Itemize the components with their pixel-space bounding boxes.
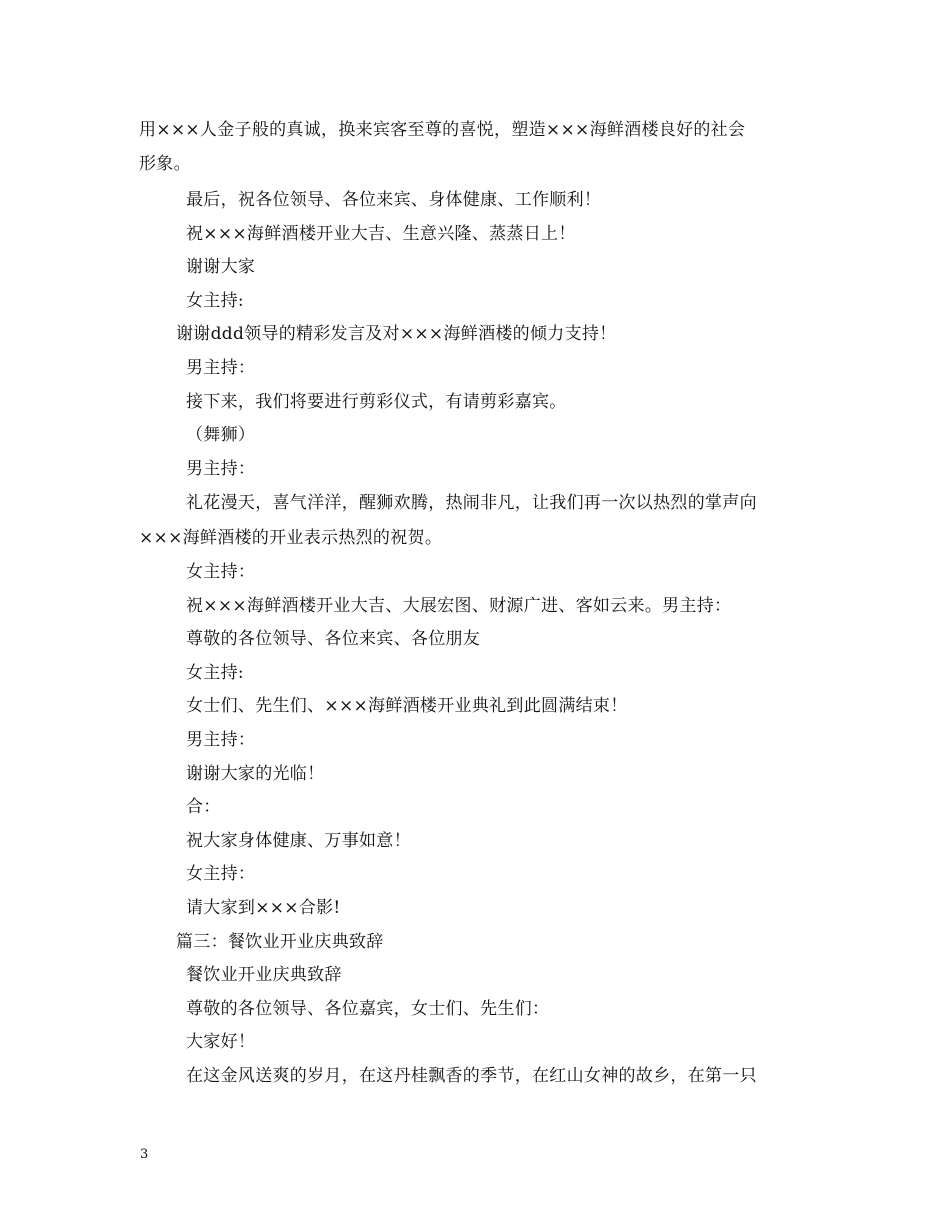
text-line: 最后，祝各位领导、各位来宾、身体健康、工作顺利！	[186, 190, 602, 210]
text-line: 女士们、先生们、×××海鲜酒楼开业典礼到此圆满结束！	[186, 696, 628, 716]
page-number: 3	[140, 1147, 149, 1162]
text-line: 餐饮业开业庆典致辞	[186, 965, 342, 985]
text-line: 接下来，我们将要进行剪彩仪式，有请剪彩嘉宾。	[186, 392, 567, 412]
section-heading: 篇三：餐饮业开业庆典致辞	[176, 932, 384, 952]
text-line: 谢谢大家的光临！	[186, 764, 325, 784]
text-line: 谢谢大家	[186, 257, 256, 277]
text-line: ×××海鲜酒楼的开业表示热烈的祝贺。	[139, 528, 443, 548]
text-line: 礼花漫天，喜气洋洋，醒狮欢腾，热闹非凡，让我们再一次以热烈的掌声向	[186, 493, 757, 513]
text-line: （舞狮）	[186, 425, 256, 445]
text-line: 谢谢ddd领导的精彩发言及对×××海鲜酒楼的倾力支持！	[176, 324, 617, 344]
text-line: 男主持：	[186, 459, 256, 479]
text-line: 合：	[186, 797, 221, 817]
text-line: 大家好！	[186, 1032, 256, 1052]
text-line: 用×××人金子般的真诚，换来宾客至尊的喜悦，塑造×××海鲜酒楼良好的社会	[139, 120, 746, 140]
text-line: 男主持：	[186, 730, 256, 750]
text-line: 尊敬的各位领导、各位来宾、各位朋友	[186, 629, 481, 649]
text-line: 女主持：	[186, 864, 256, 884]
text-line: 女主持：	[186, 562, 256, 582]
text-line: 女主持:	[186, 291, 244, 311]
text-line: 祝大家身体健康、万事如意！	[186, 831, 411, 851]
text-line: 尊敬的各位领导、各位嘉宾，女士们、先生们：	[186, 999, 550, 1019]
text-line: 在这金风送爽的岁月，在这丹桂飘香的季节，在红山女神的故乡，在第一只	[186, 1066, 757, 1086]
text-line: 男主持：	[186, 358, 256, 378]
text-line: 女主持:	[186, 663, 244, 683]
text-line: 请大家到×××合影!	[186, 898, 341, 918]
text-line: 祝×××海鲜酒楼开业大吉、大展宏图、财源广进、客如云来。男主持：	[186, 596, 732, 616]
text-line: 形象。	[139, 154, 191, 174]
text-line: 祝×××海鲜酒楼开业大吉、生意兴隆、蒸蒸日上！	[186, 224, 576, 244]
